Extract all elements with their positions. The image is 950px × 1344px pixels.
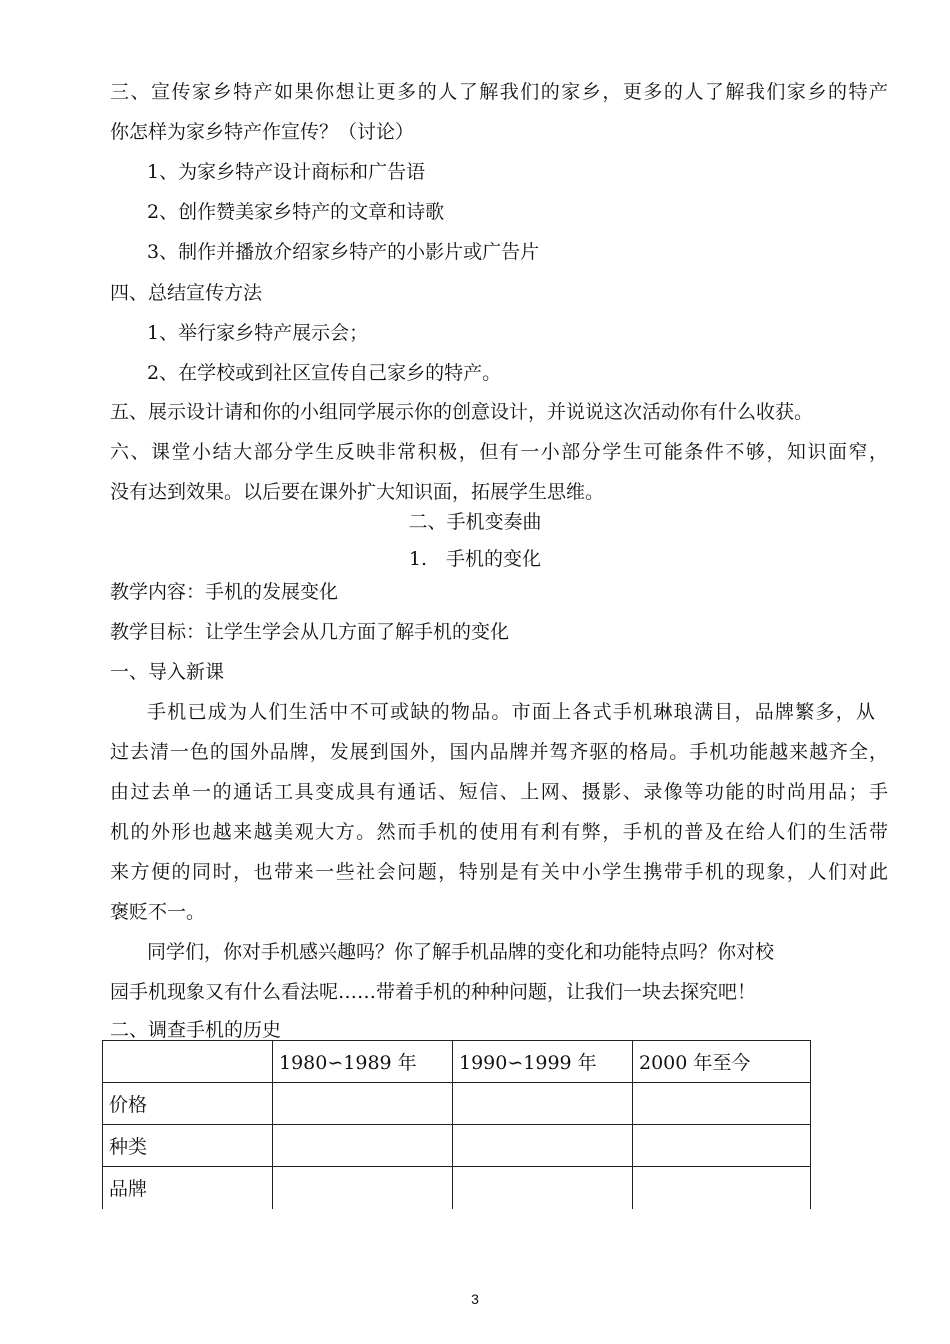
intro-paragraph-line-2: 过去清一色的国外品牌，发展到国外，国内品牌并驾齐驱的格局。手机功能越来越齐全，	[110, 741, 888, 763]
table-header-row	[103, 1041, 811, 1083]
section-3-item-2: 2、创作赞美家乡特产的文章和诗歌	[147, 201, 445, 223]
intro-paragraph-line-3: 由过去单一的通话工具变成具有通话、短信、上网、摄影、录像等功能的时尚用品；手	[110, 781, 888, 803]
intro-paragraph-line-6: 褒贬不一。	[110, 901, 206, 923]
teaching-content: 教学内容：手机的发展变化	[110, 581, 339, 603]
history-heading: 二、调查手机的历史	[110, 1019, 282, 1041]
table-row	[103, 1167, 811, 1209]
section-4-item-1: 1、举行家乡特产展示会；	[147, 322, 369, 344]
table-cell	[453, 1125, 633, 1167]
lesson-title: 1. 手机的变化	[408, 548, 542, 570]
table-cell	[633, 1167, 811, 1209]
intro-paragraph-line-1: 手机已成为人们生活中不可或缺的物品。市面上各式手机琳琅满目，品牌繁多，从	[147, 701, 875, 723]
table-header-cell: 2000 年至今	[633, 1041, 811, 1083]
table-cell	[633, 1125, 811, 1167]
section-3-item-3: 3、制作并播放介绍家乡特产的小影片或广告片	[147, 241, 540, 263]
section-5: 五、展示设计请和你的小组同学展示你的创意设计，并说说这次活动你有什么收获。	[110, 401, 814, 423]
table-row-label: 种类	[103, 1125, 273, 1167]
section-4-item-2: 2、在学校或到社区宣传自己家乡的特产。	[147, 362, 502, 384]
table-cell	[273, 1167, 453, 1209]
intro-heading: 一、导入新课	[110, 661, 225, 683]
section-3-line-2: 你怎样为家乡特产作宣传？（讨论）	[110, 121, 415, 143]
table-cell	[453, 1167, 633, 1209]
table-cell	[273, 1125, 453, 1167]
table-cell	[453, 1083, 633, 1125]
question-paragraph-line-2: 园手机现象又有什么看法呢……带着手机的种种问题，让我们一块去探究吧！	[110, 981, 757, 1003]
section-3-line-1: 三、宣传家乡特产如果你想让更多的人了解我们的家乡，更多的人了解我们家乡的特产	[110, 81, 888, 103]
teaching-goal: 教学目标：让学生学会从几方面了解手机的变化	[110, 621, 510, 643]
table-header-cell: 1990∽1999 年	[453, 1041, 633, 1083]
table-cell	[273, 1083, 453, 1125]
chapter-title: 二、手机变奏曲	[408, 511, 542, 533]
intro-paragraph-line-4: 机的外形也越来越美观大方。然而手机的使用有利有弊，手机的普及在给人们的生活带	[110, 821, 888, 843]
section-6-line-2: 没有达到效果。以后要在课外扩大知识面，拓展学生思维。	[110, 481, 605, 503]
history-table	[102, 1040, 811, 1209]
section-3-item-1: 1、为家乡特产设计商标和广告语	[147, 161, 426, 183]
section-4-heading: 四、总结宣传方法	[110, 282, 263, 304]
table-row	[103, 1125, 811, 1167]
page-number: 3	[471, 1291, 479, 1307]
section-6-line-1: 六、课堂小结大部分学生反映非常积极，但有一小部分学生可能条件不够，知识面窄，	[110, 441, 888, 463]
question-paragraph-line-1: 同学们，你对手机感兴趣吗？你了解手机品牌的变化和功能特点吗？你对校	[147, 941, 775, 963]
table-cell	[633, 1083, 811, 1125]
intro-paragraph-line-5: 来方便的同时，也带来一些社会问题，特别是有关中小学生携带手机的现象，人们对此	[110, 861, 888, 883]
table-row-label: 品牌	[103, 1167, 273, 1209]
table-row-label: 价格	[103, 1083, 273, 1125]
table-row	[103, 1083, 811, 1125]
table-header-cell	[103, 1041, 273, 1083]
table-header-cell: 1980∽1989 年	[273, 1041, 453, 1083]
